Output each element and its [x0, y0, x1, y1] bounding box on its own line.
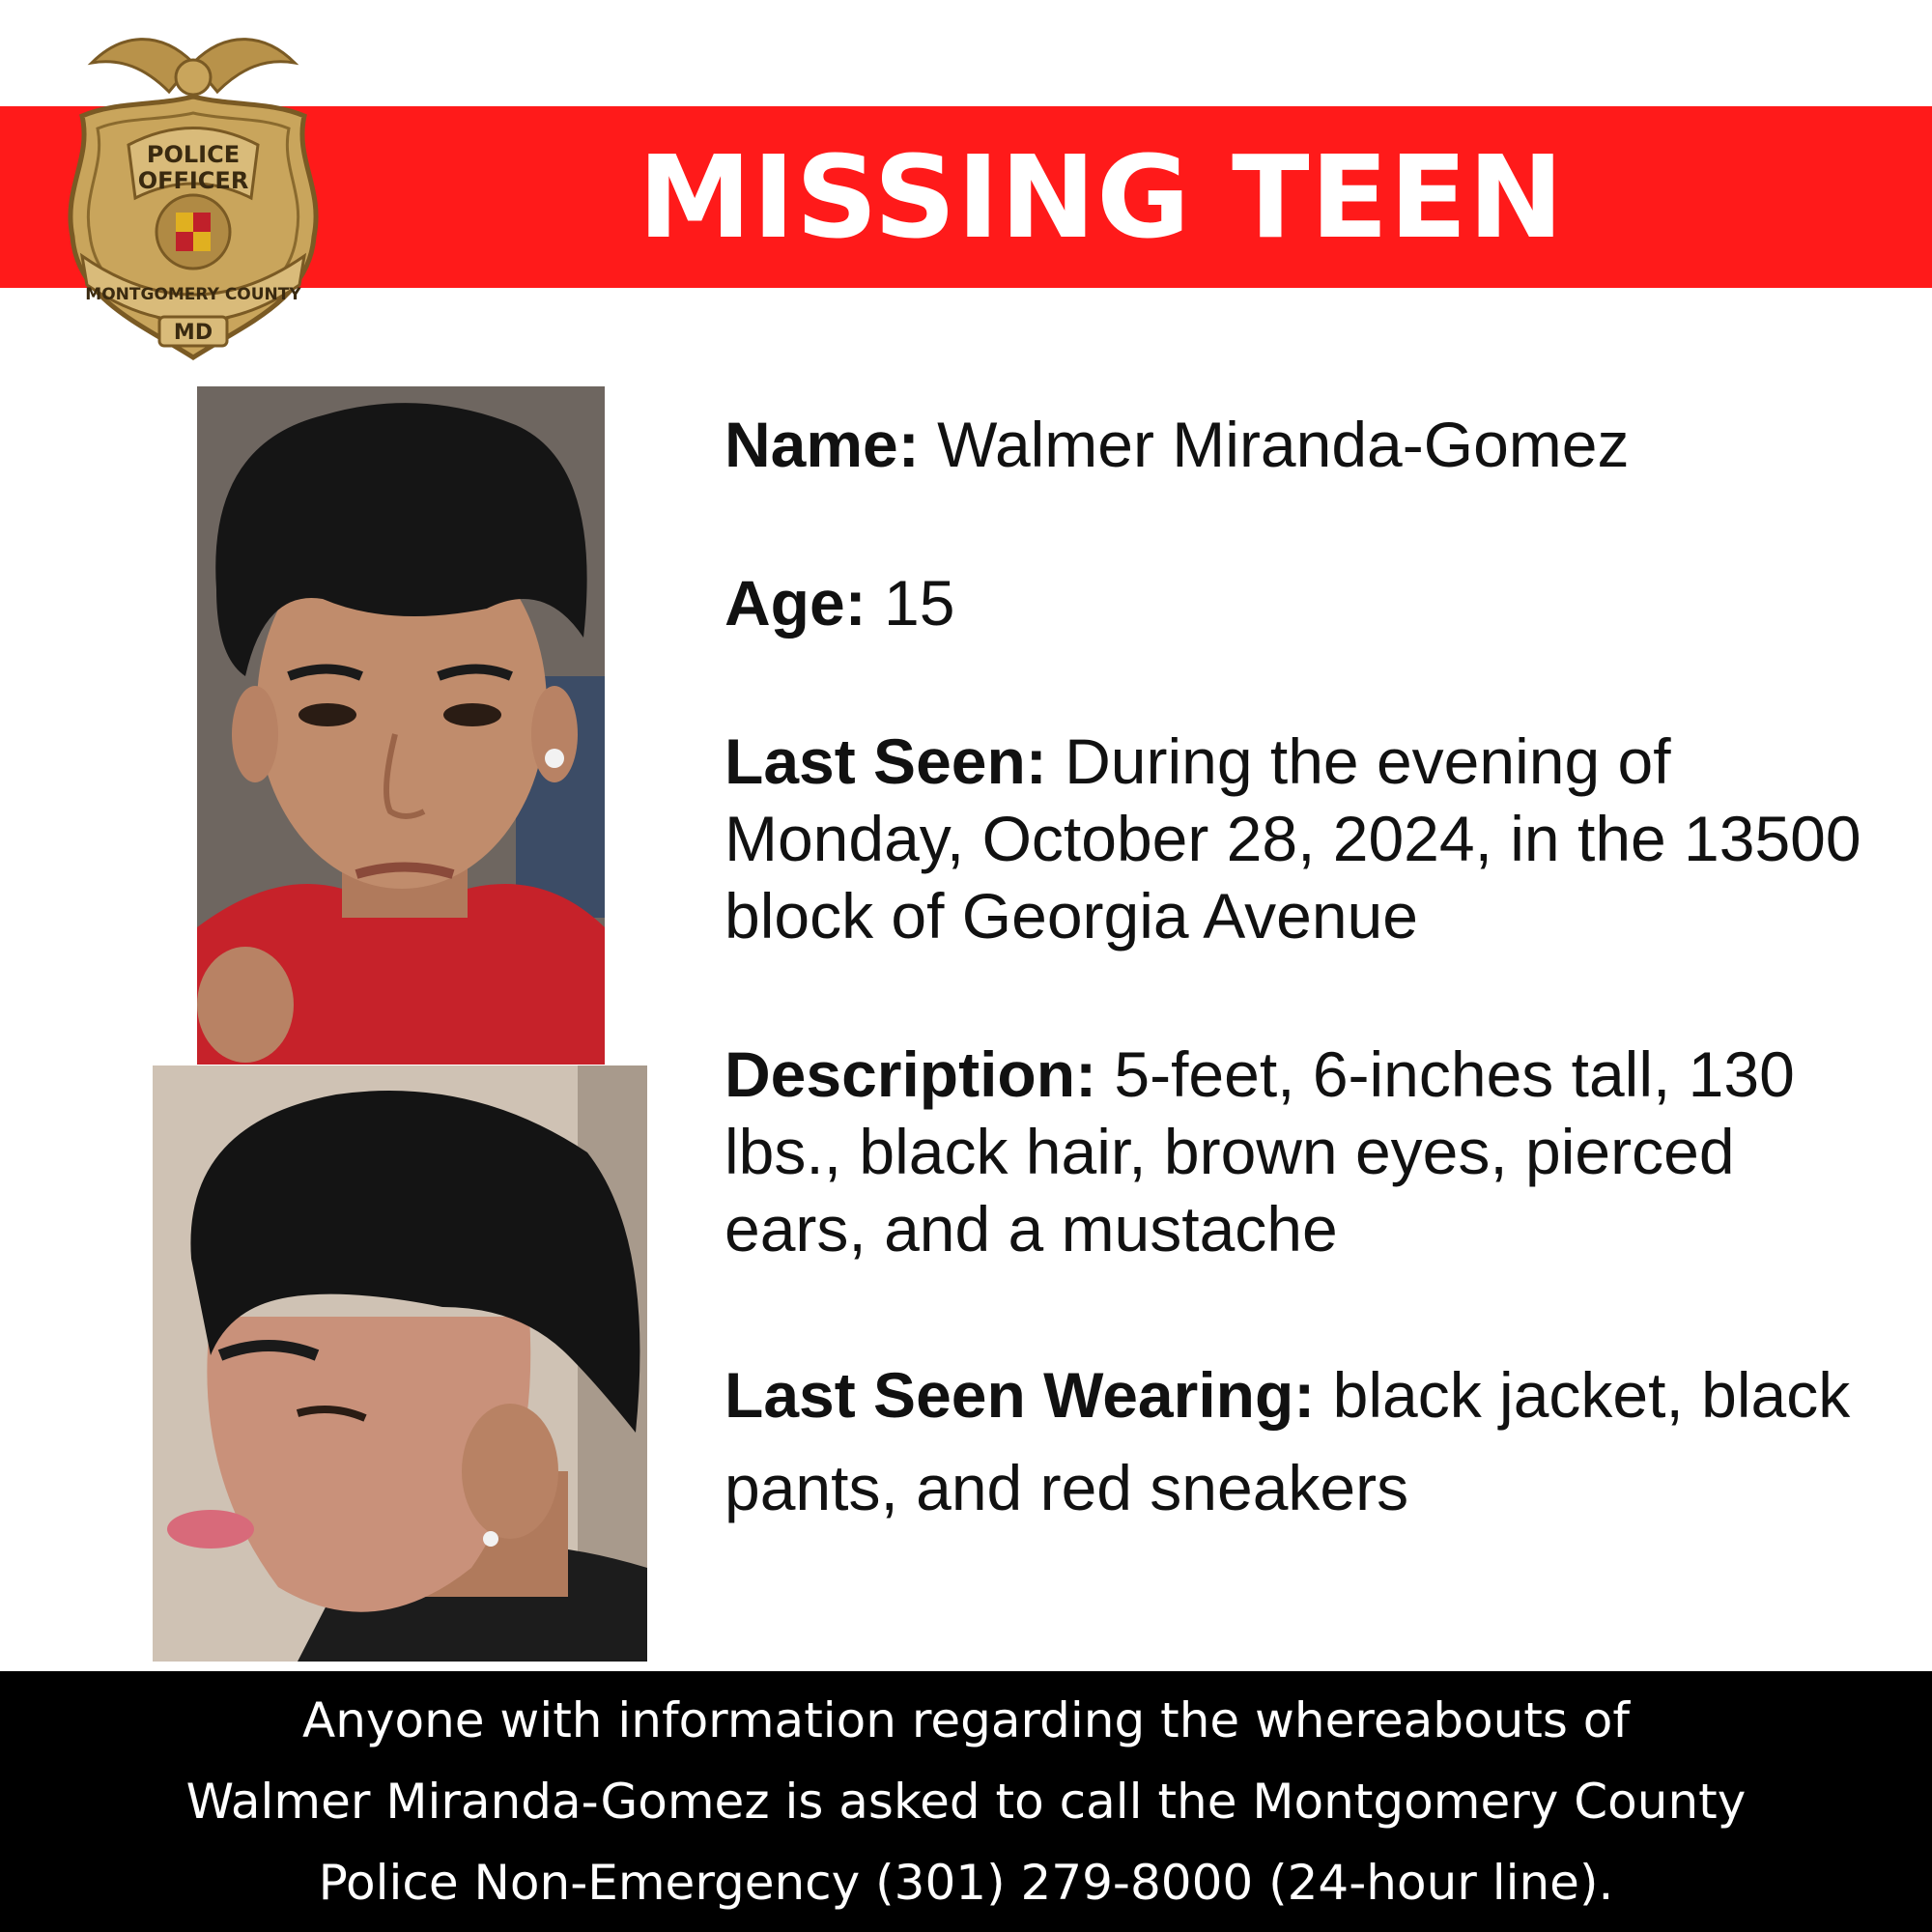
- police-badge-icon: [53, 24, 333, 372]
- name-label: Name:: [724, 409, 920, 480]
- svg-text:MD: MD: [173, 321, 213, 345]
- wearing-label: Last Seen Wearing:: [724, 1359, 1316, 1431]
- description-field: [724, 1036, 1893, 1267]
- age-value: 15: [884, 567, 955, 639]
- svg-text:POLICE: POLICE: [146, 141, 241, 168]
- svg-text:MONTGOMERY COUNTY: MONTGOMERY COUNTY: [85, 285, 301, 304]
- wearing-value: black jacket, black pants, and red sneakers: [724, 1359, 1851, 1523]
- page-title: MISSING TEEN: [638, 130, 1565, 264]
- footer-line-2: Walmer Miranda-Gomez is asked to call the Montgomery County: [185, 1774, 1747, 1830]
- wearing-field: [724, 1349, 1893, 1534]
- age-label: Age:: [724, 567, 867, 639]
- footer-line-1: Anyone with information regarding the whereabouts of: [302, 1692, 1630, 1748]
- photo-front: [197, 386, 605, 1065]
- description-label: Description:: [724, 1038, 1097, 1110]
- description-value: 5-feet, 6-inches tall, 130 lbs., black hair, brown eyes, pierced ears, and a mustache: [724, 1038, 1795, 1264]
- name-field: [724, 406, 1893, 483]
- footer-line-3: Police Non-Emergency (301) 279-8000 (24-hour line).: [318, 1855, 1614, 1911]
- last-seen-field: [724, 723, 1893, 954]
- last-seen-label: Last Seen:: [724, 725, 1047, 797]
- svg-text:OFFICER: OFFICER: [137, 167, 249, 194]
- details-panel: [724, 406, 1893, 1615]
- photo-side: [153, 1065, 647, 1662]
- last-seen-value: During the evening of Monday, October 28, 2024, in the 13500 block of Georgia Avenue: [724, 725, 1861, 952]
- name-value: Walmer Miranda-Gomez: [937, 409, 1630, 480]
- age-field: [724, 564, 1893, 641]
- contact-footer: [0, 1671, 1932, 1932]
